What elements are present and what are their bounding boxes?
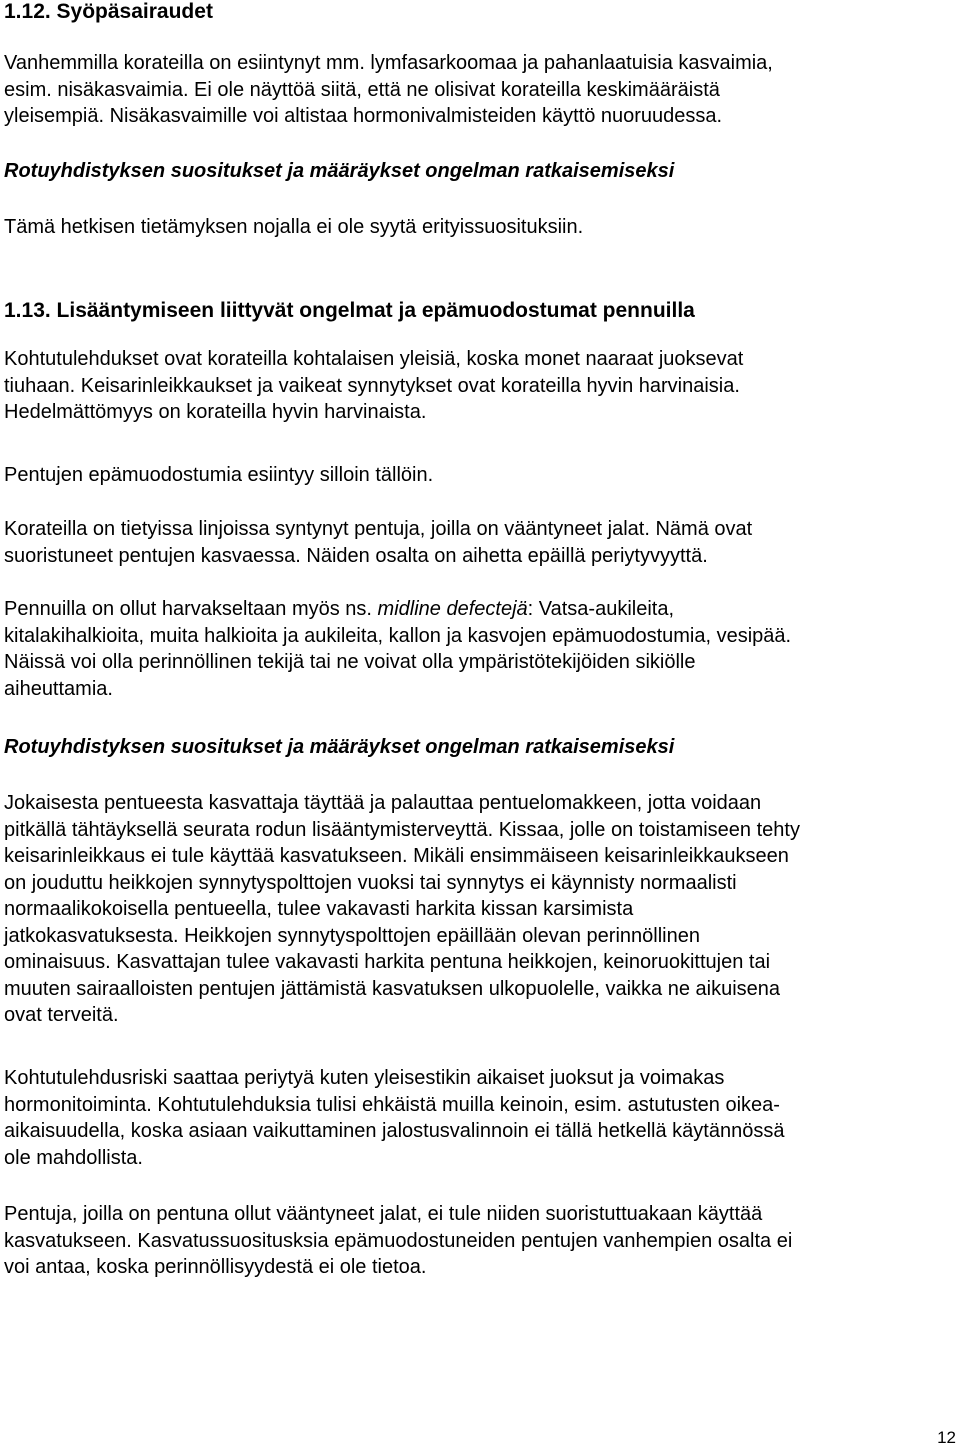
paragraph-uterine: Kohtutulehdukset ovat korateilla kohtalaisen yleisiä, koska monet naaraat juoksevat tiuhaan. Keisarinleikkaukset ja vaikeat synnytykset ovat korateilla hyvin harvinaisia. Hedelmättömyys on korateilla hyvin harvinaista.	[4, 348, 744, 423]
paragraph-twisted-legs: Korateilla on tietyissa linjoissa syntynyt pentuja, joilla on vääntyneet jalat. Nämä ovat suoristuneet pentujen kasvaessa. Näiden osalta on aihetta epäillä periytyvyyttä.	[4, 518, 753, 567]
recommendation-paragraph-1: Jokaisesta pentueesta kasvattaja täyttää ja palauttaa pentuelomakkeen, jotta voidaan pitkällä tähtäyksellä seurata rodun lisääntymisterveyttä. Kissaa, jolle on toistamiseen tehty keisarinleikkaus ei tule käyttää kasvatukseen. Mikäli ensimmäiseen keisarinleikkaukseen on jouduttu heikkojen synnytyspolttojen vuoksi tai synnytys ei käynnisty normaalisti normaalikokoisella pentueella, tulee vakavasti harkita kissan karsimista jatkokasvatuksesta. Heikkojen synnytyspolttojen epäillään olevan perinnöllinen ominaisuus. Kasvattajan tulee vakavasti harkita pentuna heikkojen, keinoruokittujen tai muuten sairaalloisten pentujen jättämistä kasvatuksen ulkopuolelle, vaikka ne aikuisena ovat terveitä.	[4, 792, 800, 1026]
paragraph-deformities: Pentujen epämuodostumia esiintyy silloin tällöin.	[4, 464, 434, 486]
page-number: 12	[937, 1428, 956, 1447]
paragraph-midline-defects: Pennuilla on ollut harvakseltaan myös ns. midline defectejä: Vatsa-aukileita, kitalakihalkioita, muita halkioita ja aukileita, kallon ja kasvojen epämuodostumia, vesipää. Näissä voi olla perinnöllinen tekijä tai ne voivat olla ympäristötekijöiden sikiölle aiheuttamia.	[4, 598, 792, 700]
recommendation-heading-1: Rotuyhdistyksen suositukset ja määräykset ongelman ratkaisemiseksi	[4, 160, 675, 182]
midline-term: midline defectejä	[377, 598, 528, 620]
recommendation-text-1: Tämä hetkisen tietämyksen nojalla ei ole syytä erityissuosituksiin.	[4, 216, 584, 238]
recommendation-paragraph-3: Pentuja, joilla on pentuna ollut vääntyneet jalat, ei tule niiden suoristuttuakaan käyttää kasvatukseen. Kasvatussuositusksia epämuodostuneiden pentujen vanhempien osalta ei voi antaa, koska perinnöllisyydestä ei ole tietoa.	[4, 1203, 793, 1278]
section-heading-1-12: 1.12. Syöpäsairaudet	[4, 0, 213, 23]
paragraph-cancers: Vanhemmilla korateilla on esiintynyt mm. lymfasarkoomaa ja pahanlaatuisia kasvaimia, esim. nisäkasvaimia. Ei ole näyttöä siitä, että ne olisivat korateilla keskimääräistä yleisempiä. Nisäkasvaimille voi altistaa hormonivalmisteiden käyttö nuoruudessa.	[4, 52, 773, 127]
recommendation-heading-2: Rotuyhdistyksen suositukset ja määräykset ongelman ratkaisemiseksi	[4, 736, 675, 758]
recommendation-paragraph-2: Kohtutulehdusriski saattaa periytyä kuten yleisestikin aikaiset juoksut ja voimakas hormonitoiminta. Kohtutulehduksia tulisi ehkäistä muilla keinoin, esim. astutusten oikea- aikaisuudella, koska asiaan vaikuttaminen jalostusvalinnoin ei tällä hetkellä käytännössä ole mahdollista.	[4, 1067, 785, 1169]
section-heading-1-13: 1.13. Lisääntymiseen liittyvät ongelmat ja epämuodostumat pennuilla	[4, 299, 695, 322]
